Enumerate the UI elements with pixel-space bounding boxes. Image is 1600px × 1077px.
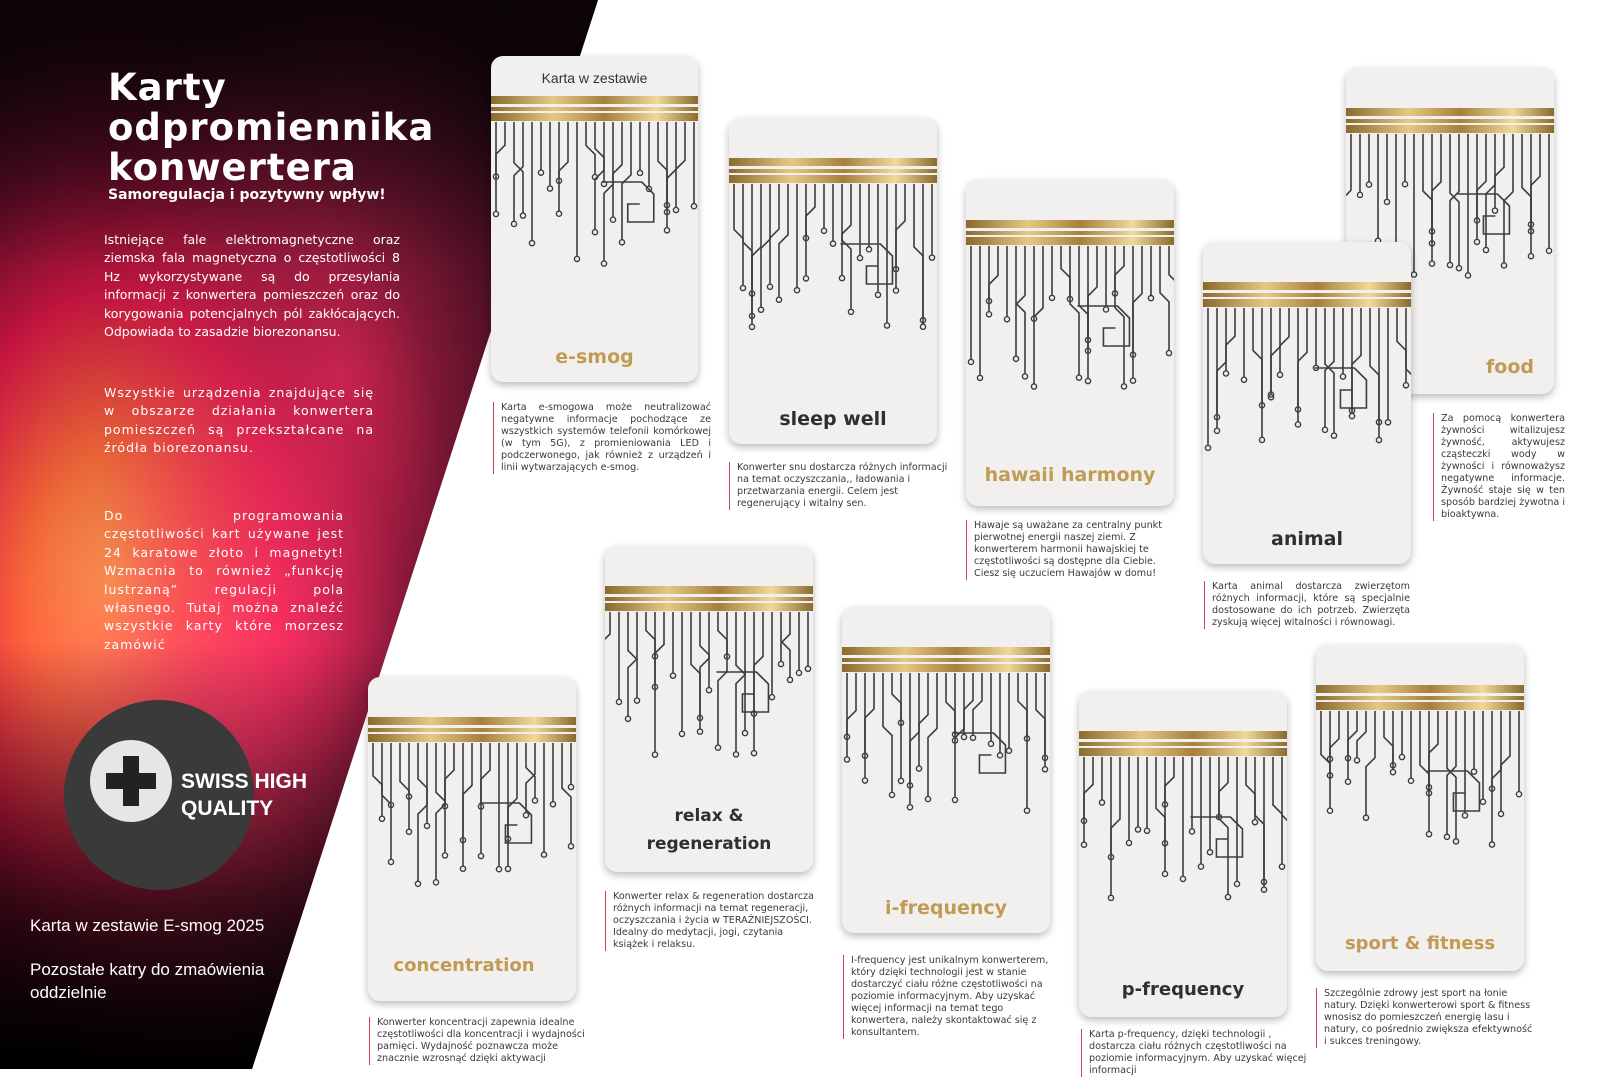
card-description: Konwerter koncentracji zapewnia idealne częstotliwości dla koncentracji i wydajności pamięci. Wydajność poznawcza może znacznie wzrosnąć dzięki aktywacji bbox=[369, 1017, 587, 1065]
badge-line-2: QUALITY bbox=[181, 797, 274, 820]
circuit-art bbox=[368, 677, 576, 957]
card-description: Hawaje są uważane za centralny punkt pierwotnej energii naszej ziemi. Z konwerterem harmonii hawajskiej te częstotliwości są dostępne dla Ciebie. Ciesz się uczuciem Hawajów w domu! bbox=[966, 520, 1182, 580]
card-i-frequency bbox=[842, 607, 1050, 933]
circuit-art bbox=[842, 607, 1050, 887]
card-label: sport & fitness bbox=[1344, 933, 1496, 954]
card-sleep-well bbox=[729, 118, 937, 444]
card-concentration bbox=[368, 677, 576, 1001]
card-label: concentration bbox=[393, 955, 535, 976]
card-hawaii-harmony bbox=[966, 180, 1174, 506]
intro-paragraph-3: Do programowania częstotliwości kart używane jest 24 karatowe złoto i magnetyt! Wzmacnia to również „funkcję lustrzaną” regulacji pola własnego. Tutaj można znaleźć wszystkie karty które morzesz zamówić bbox=[104, 508, 344, 652]
card-animal bbox=[1203, 242, 1411, 564]
card-label: p-frequency bbox=[1121, 979, 1245, 1000]
card-description: Karta animal dostarcza zwierzętom różnych informacji, które są specjalnie dostosowane do ich potrzeb. Zwierzęta zyskują więcej witalności i równowagi. bbox=[1204, 581, 1410, 629]
circuit-art bbox=[729, 118, 937, 398]
card-description: I-frequency jest unikalnym konwerterem, który dzięki technologii jest w stanie dostarczyć ciału różne częstotliwości na poziomie informacyjnym. Aby uzyskać więcej informacji na temat tego konwertera, należy skontaktować się z konsultantem. bbox=[843, 955, 1061, 1039]
circuit-art bbox=[1316, 645, 1524, 925]
card-p-frequency bbox=[1079, 691, 1287, 1017]
circuit-art bbox=[966, 180, 1174, 460]
card-label: animal bbox=[1271, 528, 1343, 550]
footer-other-cards: Pozostałe katry do zmaówienia oddzielnie bbox=[30, 960, 265, 1002]
circuit-art bbox=[605, 546, 813, 826]
card-description: Karta e-smogowa może neutralizować negatywne informacje pochodzące ze wszystkich systemów telefonii komórkowej (w tym 5G), z promieniowania LED i podczerwonego, jak również z urządzeń i linii wytwarzających e-smog. bbox=[493, 402, 711, 474]
card-sport-fitness bbox=[1316, 645, 1524, 971]
card-label-line-2: regeneration bbox=[646, 834, 772, 854]
badge-label bbox=[181, 768, 307, 822]
card-label: sleep well bbox=[779, 408, 887, 430]
card-label: i-frequency bbox=[884, 897, 1008, 919]
intro-paragraph-2: Wszystkie urządzenia znajdujące się w obszarze działania konwertera pomieszczeń są przekształcane na źródła biorezonansu. bbox=[104, 385, 374, 456]
card-label: e-smog bbox=[555, 346, 634, 368]
card-description: Karta p-frequency, dzięki technologii , dostarcza ciału różnych częstotliwości na poziomie informacyjnym. Aby uzyskać więcej informacji bbox=[1081, 1029, 1311, 1077]
card-label bbox=[605, 802, 813, 858]
circuit-art bbox=[1203, 242, 1411, 522]
card-description: Szczególnie zdrowy jest sport na łonie natury. Dzięki konwerterowi sport & fitness wnosisz do pomieszczeń energię lasu i natury, co pośrednio zwiększa efektywność i sukces treningowy. bbox=[1316, 988, 1534, 1048]
card-label: food bbox=[1486, 356, 1534, 378]
card-included-label: Karta w zestawie bbox=[541, 70, 648, 86]
card-description: Za pomocą konwertera żywności witalizujesz żywność, aktywujesz cząsteczki wody w żywności i równoważysz negatywne informacje. Żywność staje się w ten sposób bardziej żywotna i bioaktywna. bbox=[1433, 413, 1565, 521]
card-description: Konwerter relax & regeneration dostarcza różnych informacji na temat regeneracji, oczyszczania i życia w TERAŹNIEJSZOŚCI. Idealny do medytacji, jogi, czytania książek i relaksu. bbox=[605, 891, 821, 951]
intro-paragraph-1: Istniejące fale elektromagnetyczne oraz ziemska fala magnetyczna o częstotliwości 8 Hz wykorzystywane są do przesyłania informacji z konwertera pomieszczeń oraz do korygowania potencjalnych pól zakłócających. Odpowiada to zasadzie biorezonansu. bbox=[104, 232, 400, 340]
badge-line-1: SWISS HIGH bbox=[181, 770, 308, 793]
page-title bbox=[108, 68, 434, 188]
footer-included-card: Karta w zestawie E-smog 2025 bbox=[30, 916, 265, 935]
page-subtitle: Samoregulacja i pozytywny wpływ! bbox=[108, 187, 386, 203]
card-label: hawaii harmony bbox=[984, 464, 1156, 486]
card-label-line-1: relax & bbox=[674, 806, 744, 826]
title-line-1: Karty bbox=[108, 66, 227, 109]
circuit-art bbox=[491, 56, 698, 336]
title-line-3: konwertera bbox=[108, 146, 357, 189]
card-description: Konwerter snu dostarcza różnych informacji na temat oczyszczania,, ładowania i przetwarzania energii. Celem jest regenerujący i witalny sen. bbox=[729, 462, 959, 510]
card-relax-regeneration bbox=[605, 546, 813, 872]
card-e-smog bbox=[491, 56, 698, 382]
circuit-art bbox=[1079, 691, 1287, 971]
title-line-2: odpromiennika bbox=[108, 106, 435, 149]
swiss-cross-icon bbox=[90, 740, 172, 822]
